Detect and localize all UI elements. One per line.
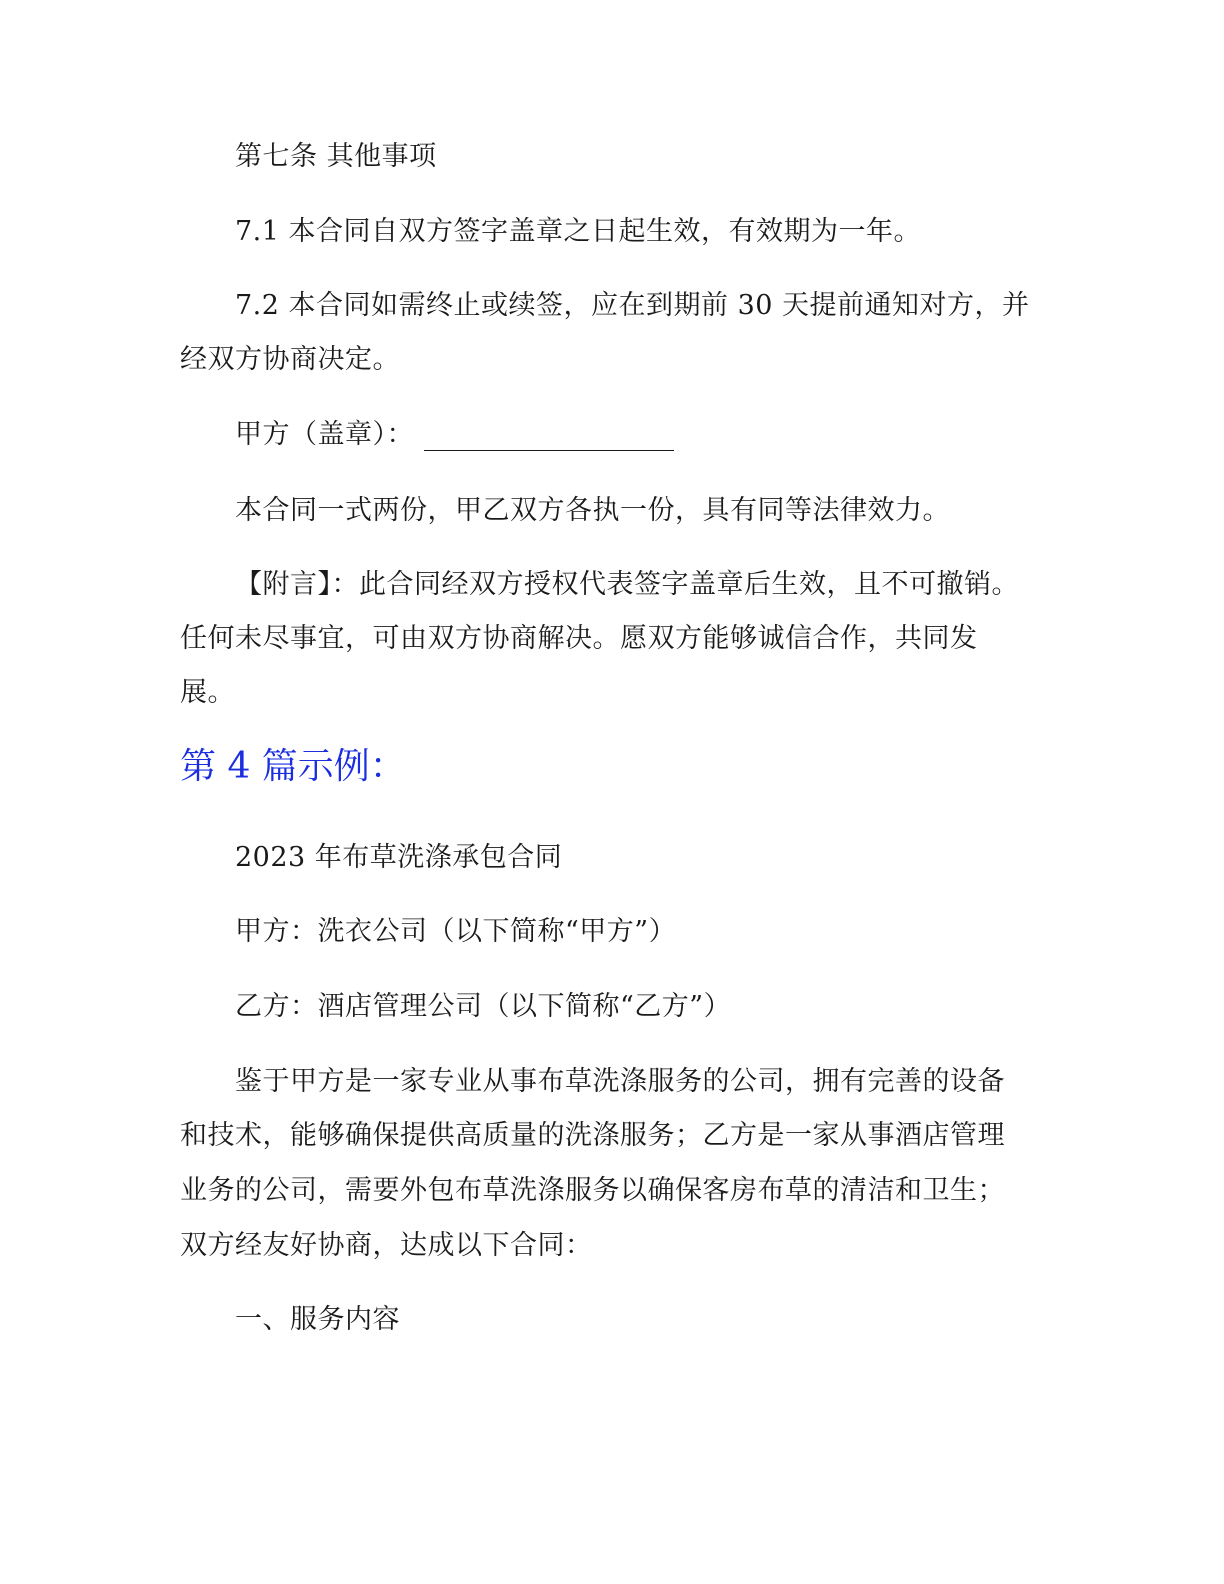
appendix-line-1: 【附言】：此合同经双方授权代表签字盖章后生效，且不可撤销。 [235,569,1019,600]
party-a-line: 甲方：洗衣公司（以下简称“甲方”） [235,916,677,947]
article-7-title: 第七条 其他事项 [235,141,437,172]
preamble-line-3: 业务的公司，需要外包布草洗涤服务以确保客房布草的清洁和卫生； [180,1175,1005,1206]
preamble-line-1: 鉴于甲方是一家专业从事布草洗涤服务的公司，拥有完善的设备 [235,1066,1005,1097]
party-a-seal-row [235,419,674,451]
section-1-title: 一、服务内容 [235,1304,400,1335]
party-a-seal-label: 甲方（盖章）： [235,419,414,450]
signature-line [424,428,674,451]
appendix-line-3: 展。 [180,677,235,708]
copies-note: 本合同一式两份，甲乙双方各执一份，具有同等法律效力。 [235,495,950,526]
party-b-line: 乙方：酒店管理公司（以下简称“乙方”） [235,991,732,1022]
preamble-line-2: 和技术，能够确保提供高质量的洗涤服务；乙方是一家从事酒店管理 [180,1120,1005,1151]
clause-7-2-line-2: 经双方协商决定。 [180,344,400,375]
clause-7-2-line-1: 7.2 本合同如需终止或续签，应在到期前 30 天提前通知对方，并 [235,290,1030,321]
example-heading: 第 4 篇示例： [180,746,406,787]
preamble-line-4: 双方经友好协商，达成以下合同： [180,1230,593,1261]
appendix-line-2: 任何未尽事宜，可由双方协商解决。愿双方能够诚信合作，共同发 [180,623,978,654]
clause-7-1: 7.1 本合同自双方签字盖章之日起生效，有效期为一年。 [235,216,922,247]
contract-title: 2023 年布草洗涤承包合同 [235,842,563,873]
